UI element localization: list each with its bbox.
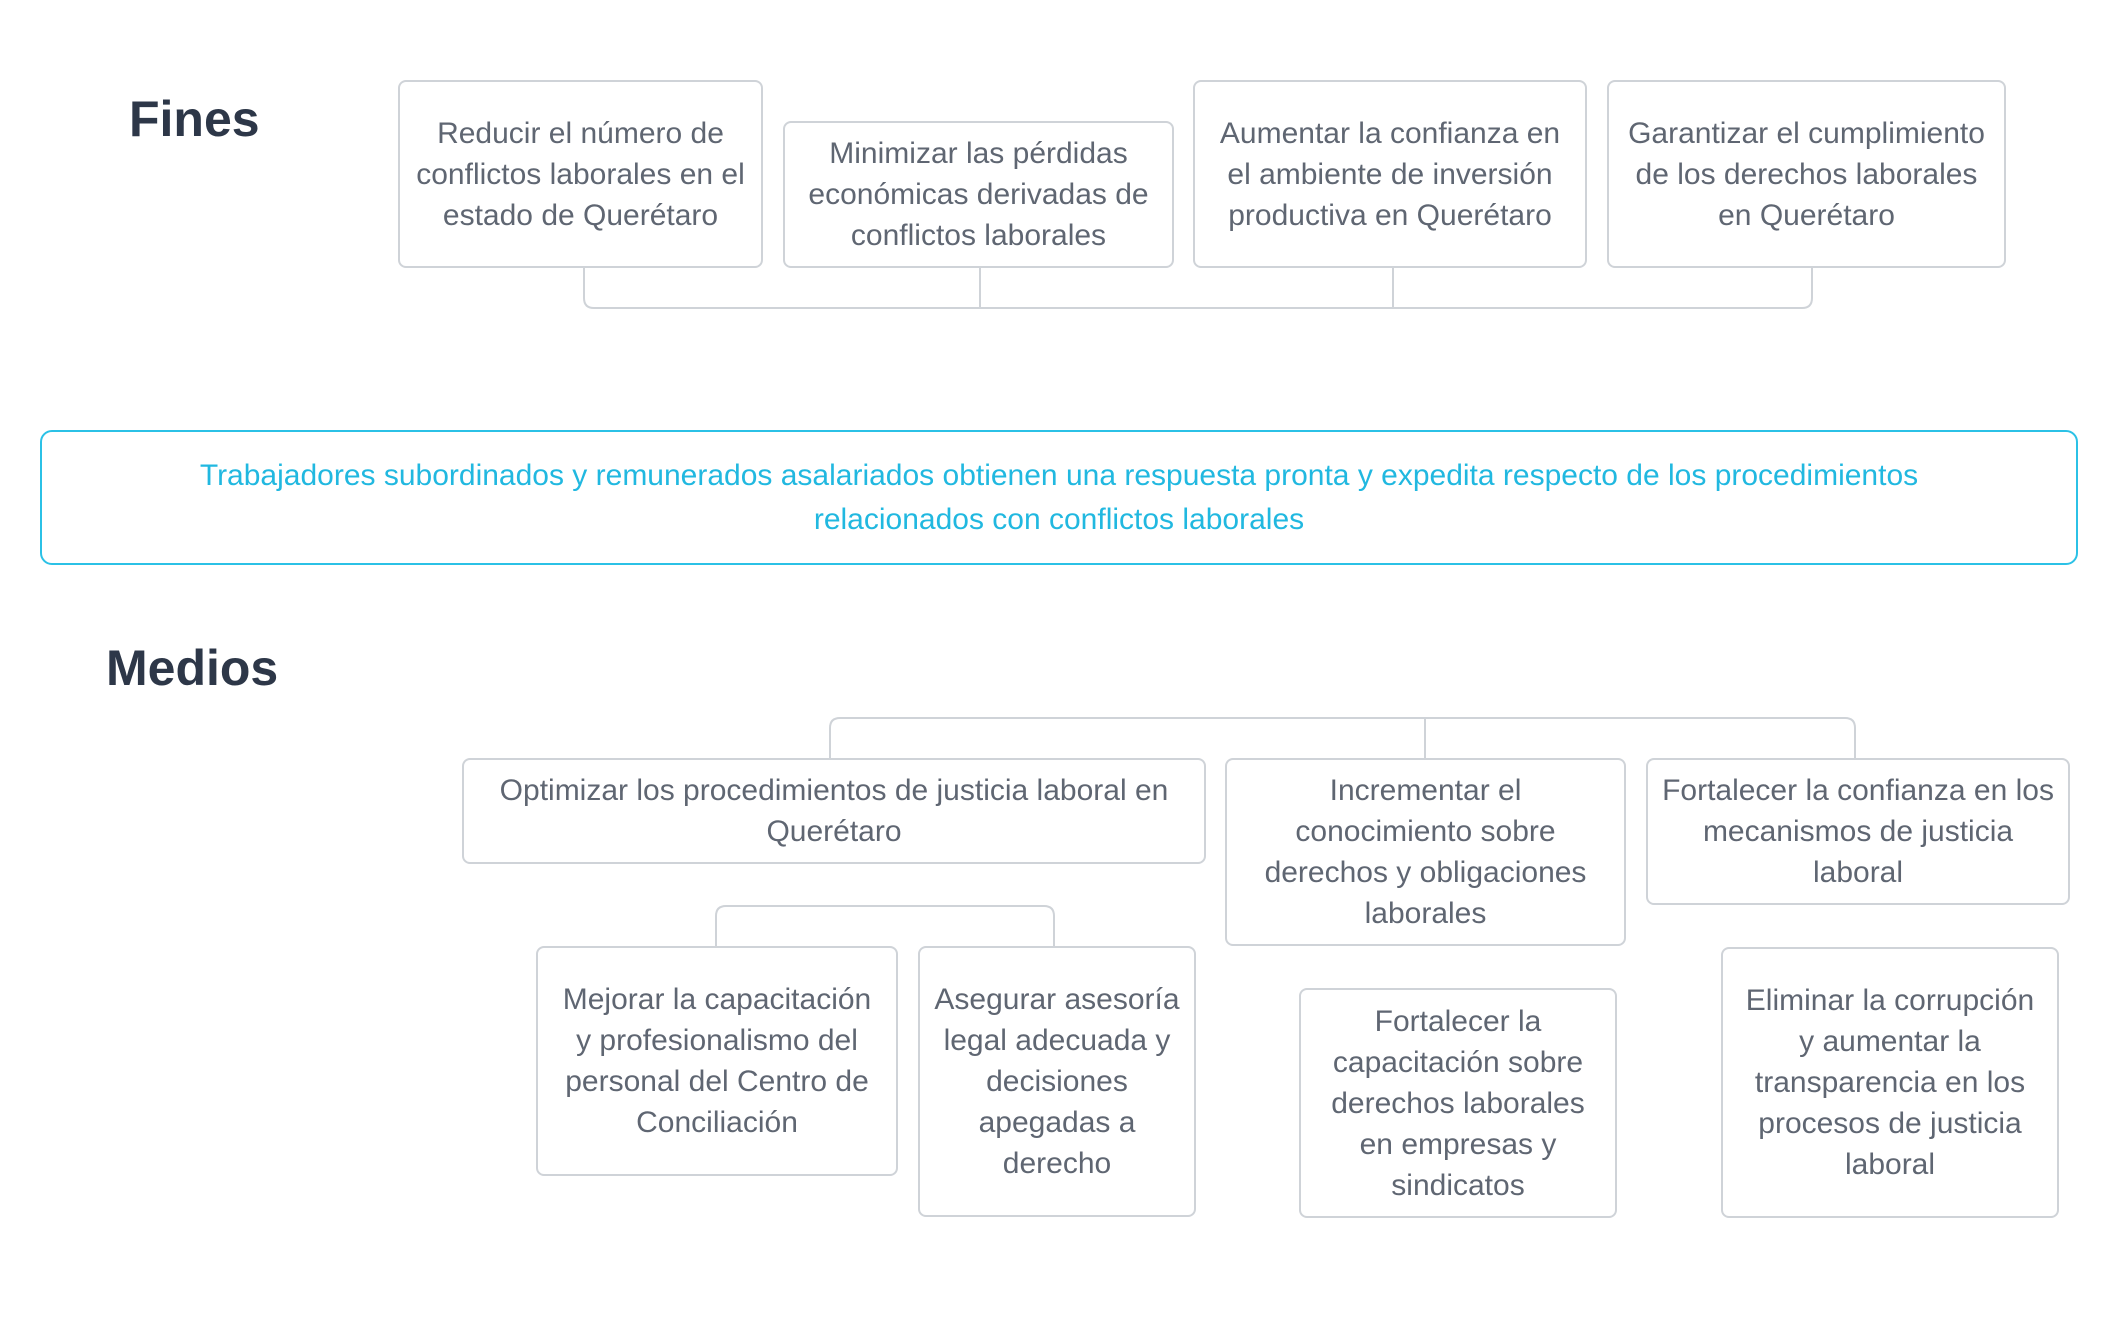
medio-box-1 — [462, 758, 1206, 864]
fines-title: Fines — [129, 91, 260, 147]
medio-box-3 — [1646, 758, 2070, 905]
goal-text: Trabajadores subordinados y remunerados asalariados obtienen una respuesta pronta y expedita respecto de los procedimientos relacionados con conflictos laborales — [199, 458, 1919, 536]
medios-title: Medios — [106, 640, 279, 696]
sub-medio-text-2: Asegurar asesoría legal adecuada y decisiones apegadas a derecho — [934, 983, 1180, 1180]
medio-text-2: Incrementar el conocimiento sobre derechos y obligaciones laborales — [1264, 774, 1587, 930]
sub-medio-text-3: Fortalecer la capacitación sobre derechos laborales en empresas y sindicatos — [1331, 1004, 1585, 1202]
fin-box-4 — [1607, 80, 2006, 268]
fin-text-4: Garantizar el cumplimiento de los derechos laborales en Querétaro — [1628, 116, 1985, 232]
medio-text-3: Fortalecer la confianza en los mecanismos de justicia laboral — [1662, 774, 2054, 889]
sub-medio-text-1: Mejorar la capacitación y profesionalismo del personal del Centro de Conciliación — [562, 983, 872, 1139]
sub-medio-box-4 — [1721, 947, 2059, 1218]
sub-medio-box-2 — [918, 946, 1196, 1217]
goal-box — [40, 430, 2078, 565]
sub-medio-box-3 — [1299, 988, 1617, 1218]
fin-box-2 — [783, 121, 1174, 268]
fin-box-3 — [1193, 80, 1587, 268]
fin-text-2: Minimizar las pérdidas económicas derivadas de conflictos laborales — [808, 137, 1149, 252]
fin-box-1 — [398, 80, 763, 268]
medios-connector — [830, 718, 1855, 758]
sub-medio-box-1 — [536, 946, 898, 1176]
medio-text-1: Optimizar los procedimientos de justicia laboral en Querétaro — [499, 774, 1169, 848]
fin-text-3: Aumentar la confianza en el ambiente de inversión productiva en Querétaro — [1219, 116, 1561, 232]
sub-medio-text-4: Eliminar la corrupción y aumentar la transparencia en los procesos de justicia laboral — [1745, 984, 2035, 1181]
medio-1-sub-connector — [716, 906, 1054, 946]
fines-connector — [584, 266, 1812, 308]
fin-text-1: Reducir el número de conflictos laborales en el estado de Querétaro — [416, 116, 745, 232]
medio-box-2 — [1225, 758, 1626, 946]
